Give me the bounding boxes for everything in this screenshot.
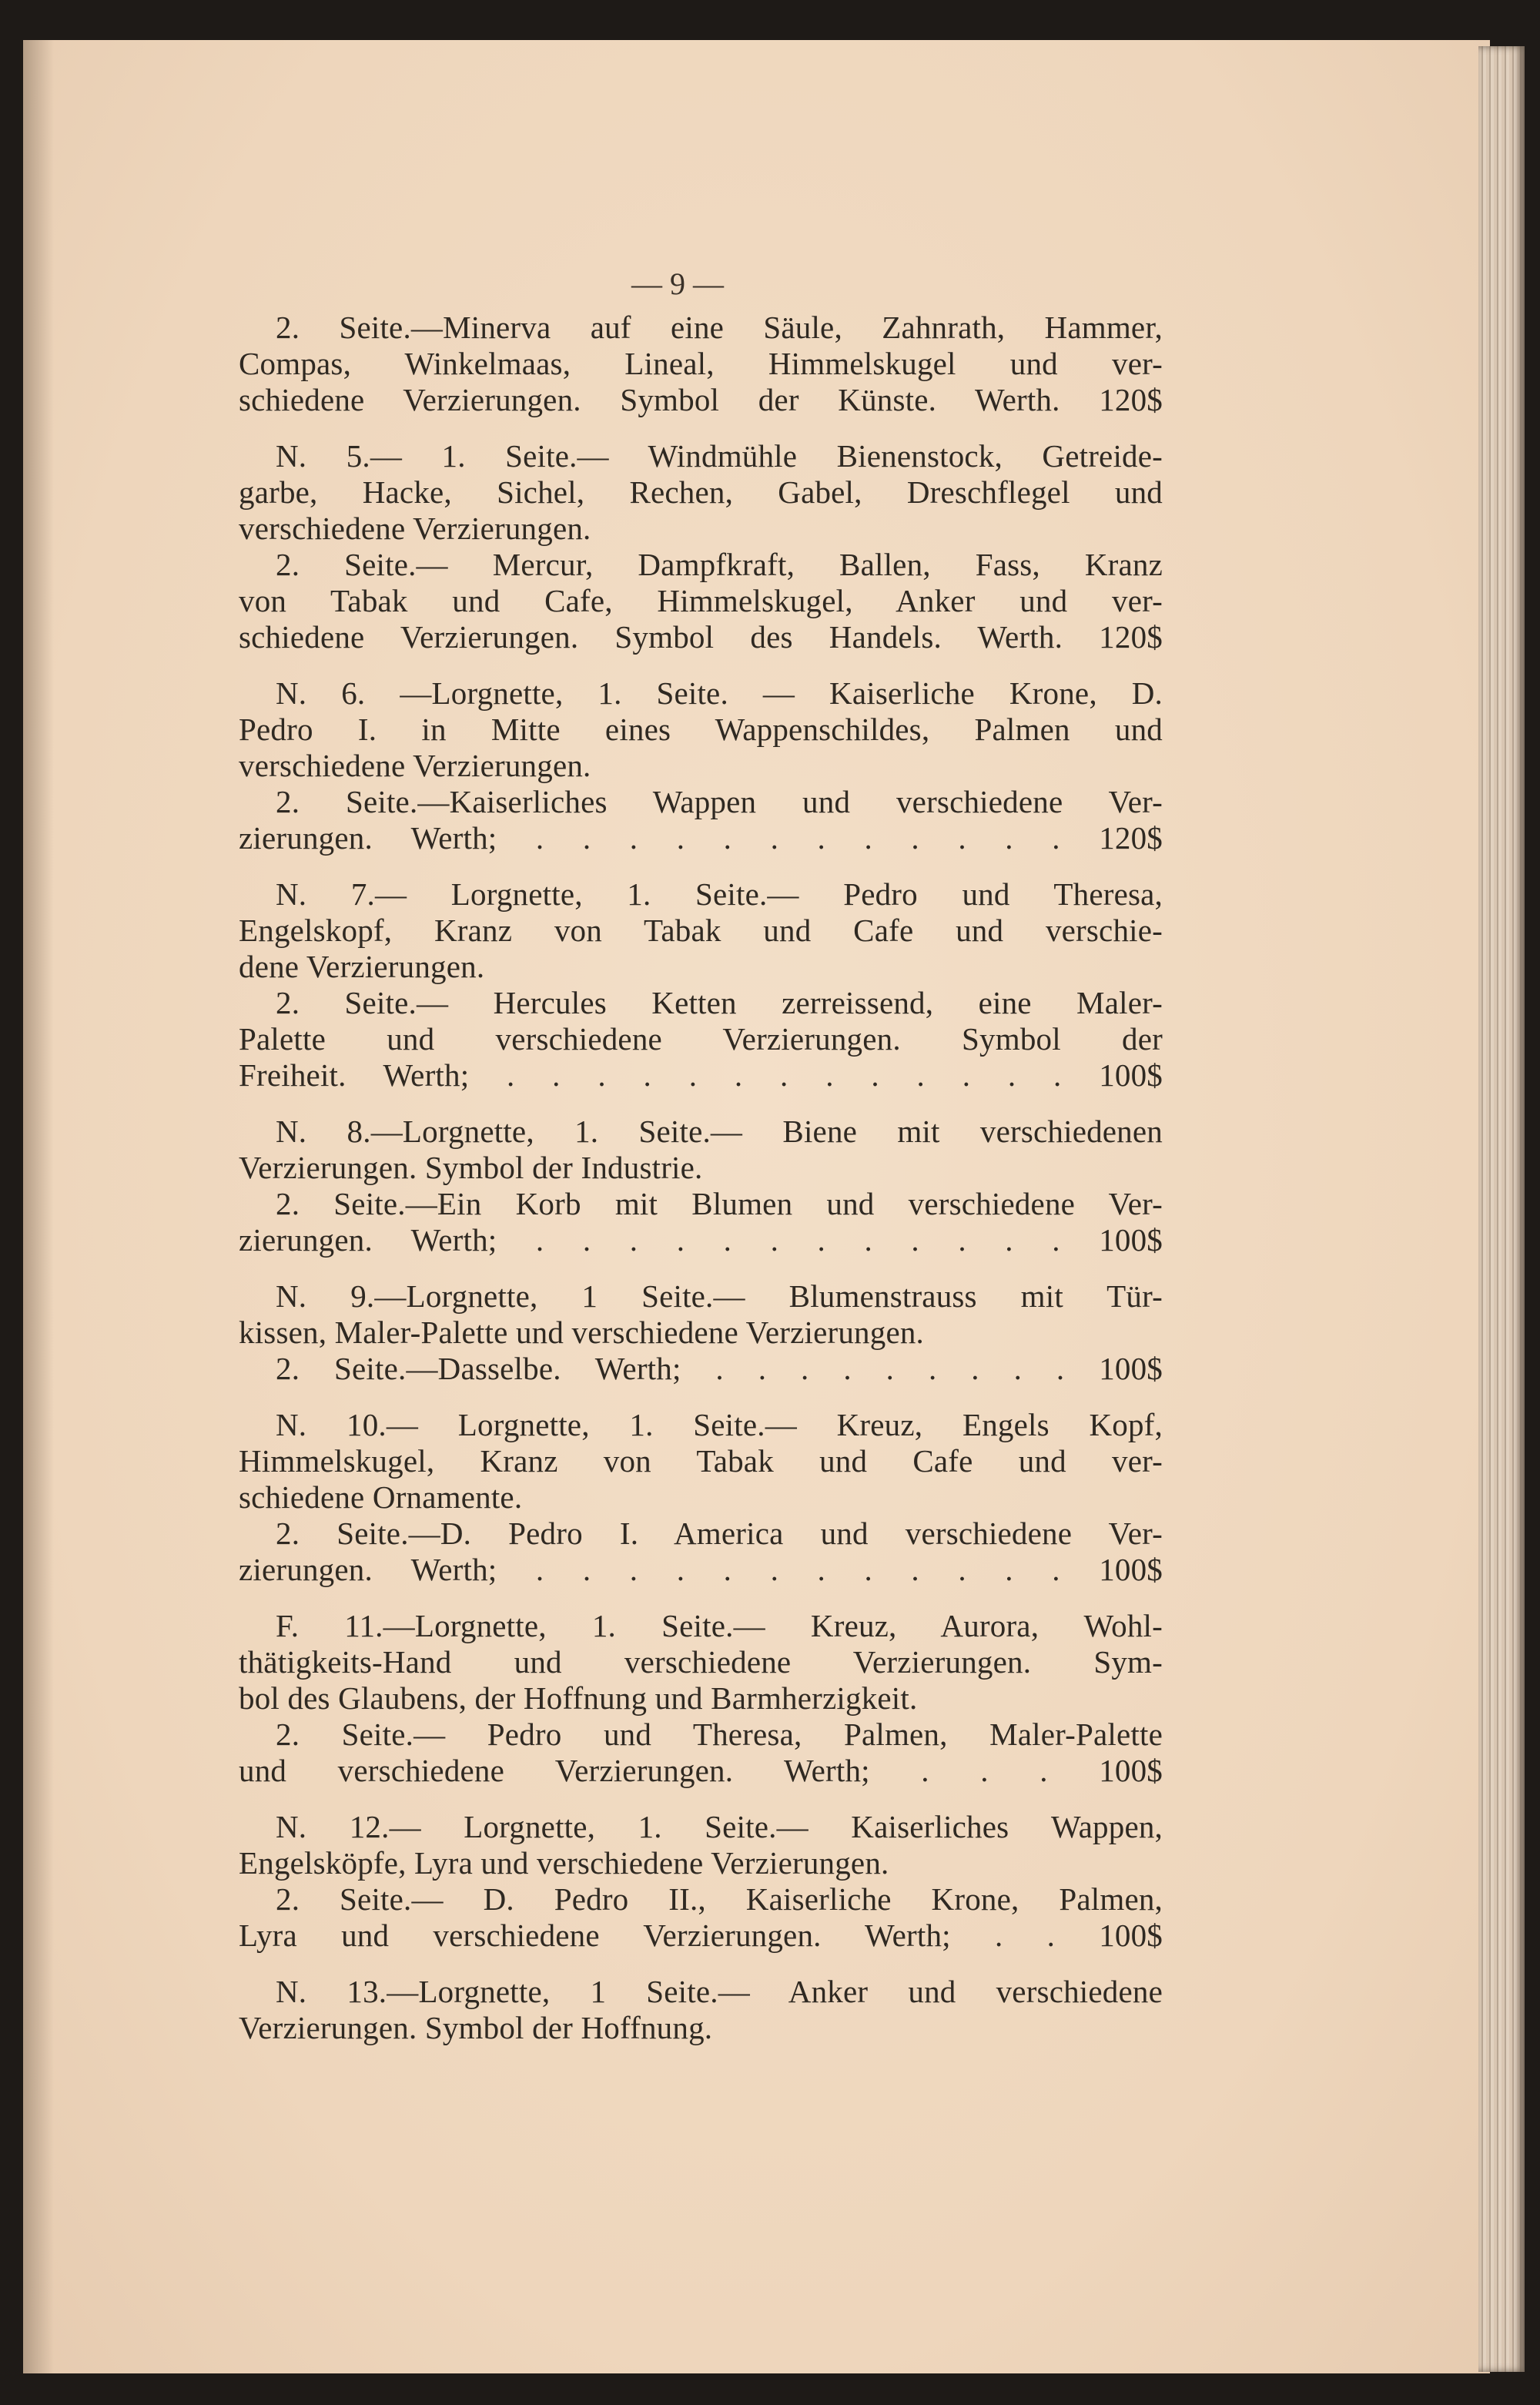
- text-line: schiedene Verzierungen. Symbol des Handels. Werth. 120$: [239, 619, 1163, 655]
- text-line: schiedene Ornamente.: [239, 1479, 523, 1515]
- text-line: von Tabak und Cafe, Himmelskugel, Anker und ver-: [239, 583, 1163, 618]
- text-line: 2. Seite.—Minerva auf eine Säule, Zahnrath, Hammer,: [276, 310, 1163, 345]
- text-line: Verzierungen. Symbol der Hoffnung.: [239, 2010, 713, 2045]
- text-line: Palette und verschiedene Verzierungen. Symbol der: [239, 1021, 1163, 1057]
- page-edges: [1478, 46, 1525, 2372]
- text-line: 2. Seite.— Mercur, Dampfkraft, Ballen, Fass, Kranz: [276, 547, 1163, 582]
- catalog-entry: [239, 675, 1163, 856]
- text-line: 2. Seite.— Hercules Ketten zerreissend, eine Maler-: [276, 985, 1163, 1020]
- text-line: F. 11.—Lorgnette, 1. Seite.— Kreuz, Aurora, Wohl-: [276, 1608, 1163, 1643]
- text-line: 2. Seite.—Ein Korb mit Blumen und verschiedene Ver-: [276, 1186, 1163, 1221]
- paragraph: [239, 310, 1163, 418]
- paragraph: [239, 784, 1163, 856]
- text-line: zierungen. Werth; . . . . . . . . . . . . 100$: [239, 1222, 1163, 1258]
- paragraph: [239, 547, 1163, 655]
- paragraph: [239, 1114, 1163, 1186]
- catalog-entry: [239, 1114, 1163, 1258]
- text-line: Lyra und verschiedene Verzierungen. Werth; . . 100$: [239, 1918, 1163, 1953]
- text-line: garbe, Hacke, Sichel, Rechen, Gabel, Dreschflegel und: [239, 474, 1163, 510]
- paragraph: [239, 1809, 1163, 1881]
- text-line: dene Verzierungen.: [239, 949, 485, 984]
- paragraph: [239, 675, 1163, 784]
- catalog-entry: [239, 876, 1163, 1094]
- text-line: N. 12.— Lorgnette, 1. Seite.— Kaiserliches Wappen,: [276, 1809, 1163, 1844]
- text-line: kissen, Maler-Palette und verschiedene Verzierungen.: [239, 1315, 924, 1350]
- text-line: N. 5.— 1. Seite.— Windmühle Bienenstock, Getreide-: [276, 438, 1163, 474]
- text-line: 2. Seite.— D. Pedro II., Kaiserliche Krone, Palmen,: [276, 1881, 1163, 1917]
- text-line: thätigkeits-Hand und verschiedene Verzierungen. Sym-: [239, 1644, 1163, 1680]
- text-line: N. 13.—Lorgnette, 1 Seite.— Anker und verschiedene: [276, 1974, 1163, 2009]
- paragraph: [239, 1278, 1163, 1351]
- catalog-text: [239, 310, 1163, 2046]
- text-line: und verschiedene Verzierungen. Werth; . . . 100$: [239, 1753, 1163, 1788]
- catalog-entry: [239, 1407, 1163, 1588]
- text-line: verschiedene Verzierungen.: [239, 748, 591, 783]
- text-line: Engelsköpfe, Lyra und verschiedene Verzierungen.: [239, 1845, 889, 1881]
- text-line: Compas, Winkelmaas, Lineal, Himmelskugel und ver-: [239, 346, 1163, 381]
- text-line: N. 9.—Lorgnette, 1 Seite.— Blumenstrauss mit Tür-: [276, 1278, 1163, 1314]
- text-line: Engelskopf, Kranz von Tabak und Cafe und verschie-: [239, 913, 1163, 948]
- catalog-entry: [239, 1809, 1163, 1954]
- text-line: 2. Seite.—Dasselbe. Werth; . . . . . . . . . 100$: [276, 1351, 1163, 1386]
- paragraph: [239, 1186, 1163, 1258]
- text-line: schiedene Verzierungen. Symbol der Künste. Werth. 120$: [239, 382, 1163, 417]
- text-line: Verzierungen. Symbol der Industrie.: [239, 1150, 703, 1185]
- paragraph: [239, 1608, 1163, 1717]
- paragraph: [239, 1717, 1163, 1789]
- text-line: N. 6. —Lorgnette, 1. Seite. — Kaiserliche Krone, D.: [276, 675, 1163, 711]
- catalog-entry: [239, 1608, 1163, 1789]
- text-line: zierungen. Werth; . . . . . . . . . . . . 120$: [239, 820, 1163, 856]
- paragraph: [239, 876, 1163, 985]
- text-line: verschiedene Verzierungen.: [239, 511, 591, 546]
- text-line: 2. Seite.—Kaiserliches Wappen und verschiedene Ver-: [276, 784, 1163, 819]
- text-line: bol des Glaubens, der Hoffnung und Barmherzigkeit.: [239, 1680, 918, 1716]
- text-line: 2. Seite.— Pedro und Theresa, Palmen, Maler-Palette: [276, 1717, 1163, 1752]
- paragraph: [239, 985, 1163, 1094]
- text-line: zierungen. Werth; . . . . . . . . . . . . 100$: [239, 1552, 1163, 1587]
- paragraph: [239, 1974, 1163, 2046]
- catalog-entry: [239, 310, 1163, 418]
- page-gutter-shadow: [23, 40, 54, 2373]
- catalog-entry: [239, 1974, 1163, 2046]
- text-line: Himmelskugel, Kranz von Tabak und Cafe und ver-: [239, 1443, 1163, 1479]
- text-line: Pedro I. in Mitte eines Wappenschildes, Palmen und: [239, 712, 1163, 747]
- text-line: N. 8.—Lorgnette, 1. Seite.— Biene mit verschiedenen: [276, 1114, 1163, 1149]
- text-line: N. 7.— Lorgnette, 1. Seite.— Pedro und Theresa,: [276, 876, 1163, 912]
- paragraph: [239, 438, 1163, 547]
- text-line: 2. Seite.—D. Pedro I. America und verschiedene Ver-: [276, 1516, 1163, 1551]
- paragraph: [239, 1516, 1163, 1588]
- paragraph: [239, 1351, 1163, 1387]
- page-number: — 9 —: [631, 266, 724, 301]
- catalog-entry: [239, 1278, 1163, 1387]
- text-line: N. 10.— Lorgnette, 1. Seite.— Kreuz, Engels Kopf,: [276, 1407, 1163, 1442]
- text-line: Freiheit. Werth; . . . . . . . . . . . . . 100$: [239, 1057, 1163, 1093]
- paragraph: [239, 1881, 1163, 1954]
- paragraph: [239, 1407, 1163, 1516]
- catalog-entry: [239, 438, 1163, 655]
